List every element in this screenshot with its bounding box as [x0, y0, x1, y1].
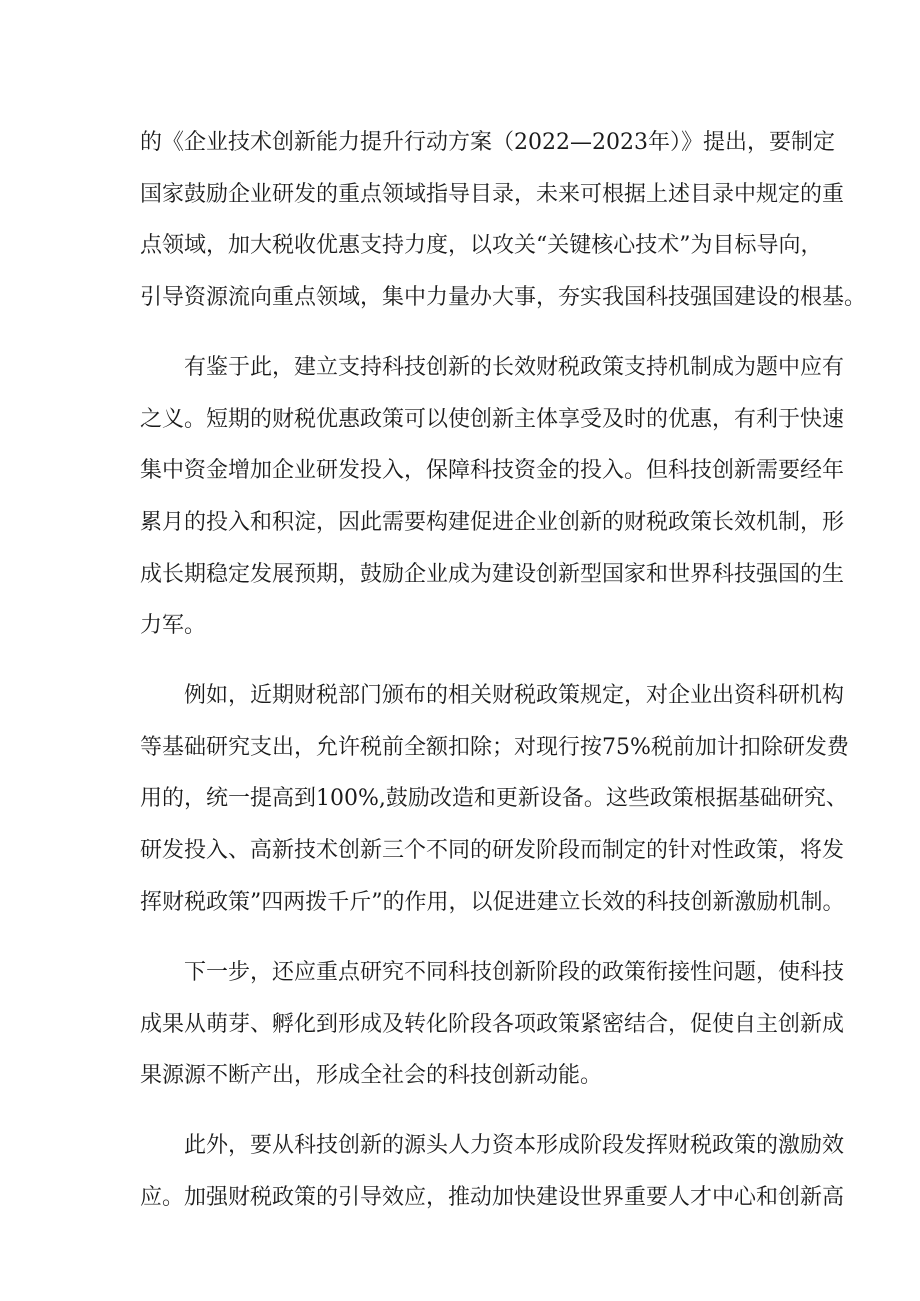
paragraph-1-line-4: 引导资源流向重点领域，集中力量办大事，夯实我国科技强国建设的根基。 — [140, 285, 867, 310]
paragraph-2-line-4: 累月的投入和积淀，因此需要构建促进企业创新的财税政策长效机制，形 — [140, 510, 845, 535]
paragraph-2-line-1: 有鉴于此，建立支持科技创新的长效财税政策支持机制成为题中应有 — [184, 355, 845, 380]
paragraph-4-line-1: 下一步，还应重点研究不同科技创新阶段的政策衔接性问题，使科技 — [184, 960, 845, 985]
paragraph-5-line-2: 应。加强财税政策的引导效应，推动加快建设世界重要人才中心和创新高 — [140, 1185, 845, 1210]
paragraph-1-line-1: 的《企业技术创新能力提升行动方案（2022—2023年）》提出，要制定 — [140, 130, 835, 155]
paragraph-3-line-5: 挥财税政策”四两拨千斤”的作用，以促进建立长效的科技创新激励机制。 — [140, 890, 845, 915]
paragraph-1-line-3: 点领域，加大税收优惠支持力度，以攻关“关键核心技术”为目标导向， — [140, 233, 823, 258]
paragraph-2-line-6: 力军。 — [140, 613, 207, 638]
paragraph-5-line-1: 此外，要从科技创新的源头人力资本形成阶段发挥财税政策的激励效 — [184, 1133, 845, 1158]
paragraph-2-line-2: 之义。短期的财税优惠政策可以使创新主体享受及时的优惠，有利于快速 — [140, 407, 845, 432]
paragraph-4-line-3: 果源源不断产出，形成全社会的科技创新动能。 — [140, 1063, 603, 1088]
paragraph-2-line-5: 成长期稳定发展预期，鼓励企业成为建设创新型国家和世界科技强国的生 — [140, 562, 845, 587]
paragraph-3-line-2: 等基础研究支出，允许税前全额扣除；对现行按75%税前加计扣除研发费 — [140, 735, 849, 760]
paragraph-3-line-4: 研发投入、高新技术创新三个不同的研发阶段而制定的针对性政策，将发 — [140, 838, 845, 863]
paragraph-1-line-2: 国家鼓励企业研发的重点领域指导目录，未来可根据上述目录中规定的重 — [140, 182, 845, 207]
paragraph-2-line-3: 集中资金增加企业研发投入，保障科技资金的投入。但科技创新需要经年 — [140, 458, 845, 483]
paragraph-4-line-2: 成果从萌芽、孵化到形成及转化阶段各项政策紧密结合，促使自主创新成 — [140, 1012, 845, 1037]
paragraph-3-line-3: 用的，统一提高到100%,鼓励改造和更新设备。这些政策根据基础研究、 — [140, 786, 848, 811]
paragraph-3-line-1: 例如，近期财税部门颁布的相关财税政策规定，对企业出资科研机构 — [184, 683, 845, 708]
